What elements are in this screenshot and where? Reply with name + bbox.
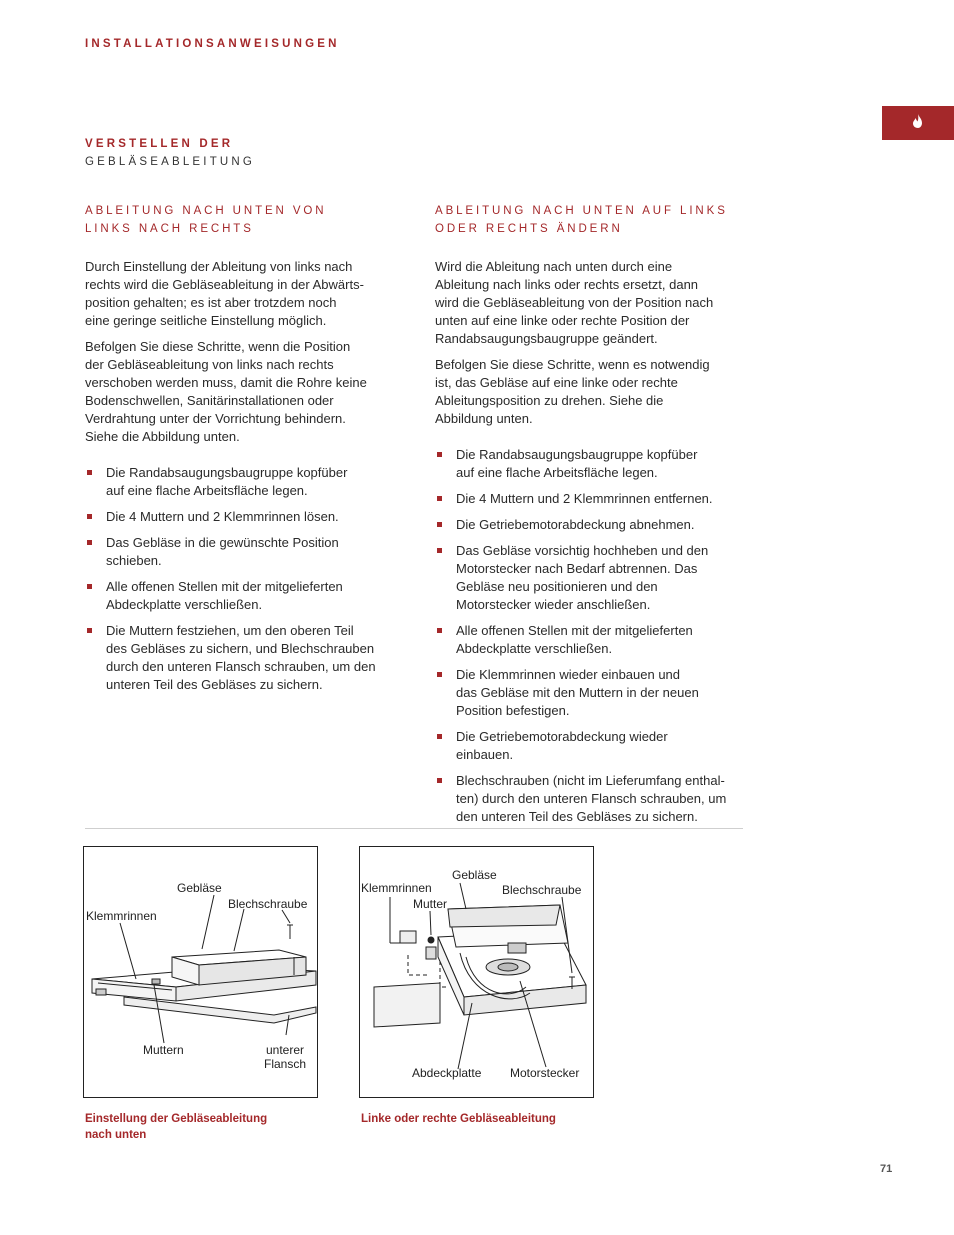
left-paragraph: Durch Einstellung der Ableitung von links nach rechts wird die Gebläseableitung in der Abwärts- position gehalten; es ist aber trotzdem noch eine geringe seitliche Einstellung möglich.	[85, 259, 364, 328]
divider	[85, 828, 743, 829]
list-item-text: Die Muttern festziehen, um den oberen Teil des Gebläses zu sichern, und Blechschrauben durch den unteren Flansch schrauben, um den unteren Teil des Gebläses zu sichern.	[106, 623, 376, 692]
left-column	[85, 202, 407, 702]
list-item	[435, 490, 757, 508]
page-number: 71	[880, 1163, 893, 1175]
list-item	[85, 578, 407, 614]
list-item	[435, 446, 757, 482]
list-item-text: Die Getriebemotorabdeckung wieder einbauen.	[456, 729, 668, 762]
left-heading: ABLEITUNG NACH UNTEN VON LINKS NACH RECHTS	[85, 205, 327, 235]
label-unterer-flansch: unterer Flansch	[264, 1043, 307, 1071]
flame-icon	[912, 114, 924, 133]
list-item-text: Alle offenen Stellen mit der mitgelieferten Abdeckplatte verschließen.	[106, 579, 343, 612]
bullet-square-icon	[87, 584, 92, 589]
bullet-square-icon	[437, 496, 442, 501]
list-item-text: Alle offenen Stellen mit der mitgelieferten Abdeckplatte verschließen.	[456, 623, 693, 656]
section-tab	[882, 106, 954, 140]
bullet-square-icon	[437, 548, 442, 553]
figure2-caption: Linke oder rechte Gebläseableitung	[361, 1113, 556, 1125]
list-item-text: Die Klemmrinnen wieder einbauen und das Gebläse mit den Muttern in der neuen Position befestigen.	[456, 667, 699, 718]
list-item	[85, 508, 407, 526]
list-item	[435, 542, 757, 614]
label-motorstecker: Motorstecker	[510, 1066, 580, 1080]
section-subtitle: GEBLÄSEABLEITUNG	[85, 156, 256, 168]
figure-downward-duct	[83, 846, 318, 1098]
section-title: VERSTELLEN DER	[85, 138, 234, 150]
right-bullet-list	[435, 446, 757, 826]
label-blechschraube: Blechschraube	[502, 883, 582, 897]
list-item	[85, 464, 407, 500]
figure1-caption: Einstellung der Gebläseableitung nach unten	[85, 1113, 268, 1141]
label-geblaese: Gebläse	[452, 868, 497, 882]
label-blechschraube: Blechschraube	[228, 897, 308, 911]
list-item-text: Das Gebläse in die gewünschte Position schieben.	[106, 535, 339, 568]
label-klemmrinnen: Klemmrinnen	[361, 881, 432, 895]
list-item-text: Die Randabsaugungsbaugruppe kopfüber auf eine flache Arbeitsfläche legen.	[456, 447, 698, 480]
bullet-square-icon	[87, 628, 92, 633]
label-geblaese: Gebläse	[177, 881, 222, 895]
list-item	[435, 516, 757, 534]
right-column	[435, 202, 757, 834]
bullet-square-icon	[437, 734, 442, 739]
list-item	[85, 534, 407, 570]
right-heading: ABLEITUNG NACH UNTEN AUF LINKS ODER RECHTS ÄNDERN	[435, 205, 728, 235]
bullet-square-icon	[437, 778, 442, 783]
bullet-square-icon	[87, 514, 92, 519]
list-item-text: Die Getriebemotorabdeckung abnehmen.	[456, 517, 695, 532]
label-klemmrinnen: Klemmrinnen	[86, 909, 157, 923]
label-mutter: Mutter	[413, 897, 448, 911]
bullet-square-icon	[87, 540, 92, 545]
bullet-square-icon	[437, 452, 442, 457]
left-bullet-list	[85, 464, 407, 694]
list-item-text: Die 4 Muttern und 2 Klemmrinnen lösen.	[106, 509, 339, 524]
list-item	[435, 772, 757, 826]
list-item-text: Die 4 Muttern und 2 Klemmrinnen entfernen.	[456, 491, 713, 506]
bullet-square-icon	[437, 672, 442, 677]
list-item-text: Das Gebläse vorsichtig hochheben und den Motorstecker nach Bedarf abtrennen. Das Gebläse neu positionieren und den Motorstecker wieder anschließen.	[456, 543, 709, 612]
figure-side-duct	[359, 846, 594, 1098]
label-abdeckplatte: Abdeckplatte	[412, 1066, 482, 1080]
list-item-text: Blechschrauben (nicht im Lieferumfang enthal- ten) durch den unteren Flansch schrauben, um den unteren Teil des Gebläses zu sichern.	[456, 773, 727, 824]
list-item-text: Die Randabsaugungsbaugruppe kopfüber auf eine flache Arbeitsfläche legen.	[106, 465, 348, 498]
label-muttern: Muttern	[143, 1043, 184, 1057]
right-paragraph: Wird die Ableitung nach unten durch eine Ableitung nach links oder rechts ersetzt, dann wird die Gebläseableitung von der Position nach unten auf eine linke oder rechte Position der Randabsaugungsbaugruppe geändert.	[435, 259, 714, 346]
list-item	[435, 622, 757, 658]
list-item	[435, 728, 757, 764]
left-paragraph: Befolgen Sie diese Schritte, wenn die Position der Gebläseableitung von links nach rechts verschoben werden muss, damit die Rohre keine Bodenschwellen, Sanitärinstallationen oder Verdrahtung unter der Vorrichtung behindern. Siehe die Abbildung unten.	[85, 339, 367, 444]
list-item	[435, 666, 757, 720]
bullet-square-icon	[437, 522, 442, 527]
right-paragraph: Befolgen Sie diese Schritte, wenn es notwendig ist, das Gebläse auf eine linke oder rechte Ableitungsposition zu drehen. Siehe die Abbildung unten.	[435, 357, 710, 426]
list-item	[85, 622, 407, 694]
page-header: INSTALLATIONSANWEISUNGEN	[85, 38, 340, 50]
bullet-square-icon	[87, 470, 92, 475]
bullet-square-icon	[437, 628, 442, 633]
